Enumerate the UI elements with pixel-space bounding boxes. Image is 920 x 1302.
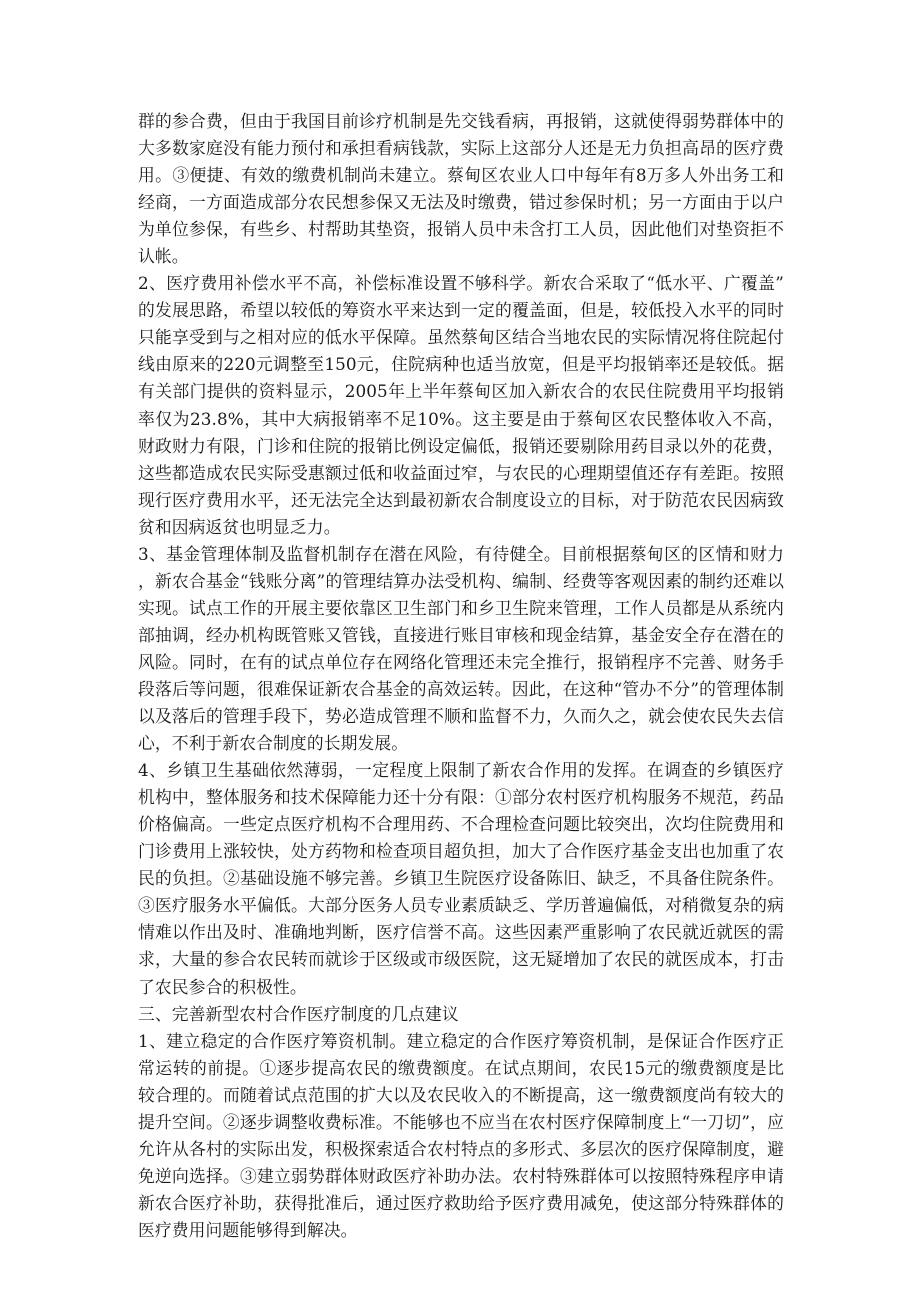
- paragraph-suggestion-1: 1、建立稳定的合作医疗筹资机制。建立稳定的合作医疗筹资机制，是保证合作医疗正常运转的前提。①逐步提高农民的缴费额度。在试点期间，农民15元的缴费额度是比较合理的。而随着试点范围的扩大以及农民收入的不断提高，这一缴费额度尚有较大的提升空间。②逐步调整收费标准。不能够也不应当在农村医疗保障制度上“一刀切”，应允许从各村的实际出发，积极探索适合农村特点的多形式、多层次的医疗保障制度，避免逆向选择。③建立弱势群体财政医疗补助办法。农村特殊群体可以按照特殊程序申请新农合医疗补助，获得批准后，通过医疗救助给予医疗费用减免，使这部分特殊群体的医疗费用问题能够得到解决。: [138, 1030, 784, 1240]
- paragraph-point-2: 2、医疗费用补偿水平不高，补偿标准设置不够科学。新农合采取了“低水平、广覆盖”的发展思路，希望以较低的筹资水平来达到一定的覆盖面，但是，较低投入水平的同时只能享受到与之相对应的低水平保障。虽然蔡甸区结合当地农民的实际情况将住院起付线由原来的220元调整至150元，住院病种也适当放宽，但是平均报销率还是较低。据有关部门提供的资料显示，2005年上半年蔡甸区加入新农合的农民住院费用平均报销率仅为23.8%，其中大病报销率不足10%。这主要是由于蔡甸区农民整体收入不高，财政财力有限，门诊和住院的报销比例设定偏低，报销还要剔除用药目录以外的花费，这些都造成农民实际受惠额过低和收益面过窄，与农民的心理期望值还存有差距。按照现行医疗费用水平，还无法完全达到最初新农合制度设立的目标，对于防范农民因病致贫和因病返贫也明显乏力。: [138, 273, 784, 537]
- section-heading-3: 三、完善新型农村合作医疗制度的几点建议: [138, 1003, 459, 1024]
- paragraph-point-3: 3、基金管理体制及监督机制存在潜在风险，有待健全。目前根据蔡甸区的区情和财力，新农合基金“钱账分离”的管理结算办法受机构、编制、经费等客观因素的制约还难以实现。试点工作的开展主要依靠区卫生部门和乡卫生院来管理，工作人员都是从系统内部抽调，经办机构既管账又管钱，直接进行账目审核和现金结算，基金安全存在潜在的风险。同时，在有的试点单位存在网络化管理还未完全推行，报销程序不完善、财务手段落后等问题，很难保证新农合基金的高效运转。因此，在这种“管办不分”的管理体制以及落后的管理手段下，势必造成管理不顺和监督不力，久而久之，就会使农民失去信心，不利于新农合制度的长期发展。: [138, 543, 784, 754]
- paragraph-continuation: 群的参合费，但由于我国目前诊疗机制是先交钱看病，再报销，这就使得弱势群体中的大多数家庭没有能力预付和承担看病钱款，实际上这部分人还是无力负担高昂的医疗费用。③便捷、有效的缴费机制尚未建立。蔡甸区农业人口中每年有8万多人外出务工和经商，一方面造成部分农民想参保又无法及时缴费，错过参保时机；另一方面由于以户为单位参保，有些乡、村帮助其垫资，报销人员中未含打工人员，因此他们对垫资拒不认帐。: [138, 111, 784, 267]
- paragraph-point-4: 4、乡镇卫生基础依然薄弱，一定程度上限制了新农合作用的发挥。在调查的乡镇医疗机构中，整体服务和技术保障能力还十分有限：①部分农村医疗机构服务不规范，药品价格偏高。一些定点医疗机构不合理用药、不合理检查问题比较突出，次均住院费用和门诊费用上涨较快，处方药物和检查项目超负担，加大了合作医疗基金支出也加重了农民的负担。②基础设施不够完善。乡镇卫生院医疗设备陈旧、缺乏，不具备住院条件。③医疗服务水平偏低。大部分医务人员专业素质缺乏、学历普遍偏低，对稍微复杂的病情难以作出及时、准确地判断，医疗信誉不高。这些因素严重影响了农民就近就医的需求，大量的参合农民转而就诊于区级或市级医院，这无疑增加了农民的就医成本，打击了农民参合的积极性。: [138, 760, 784, 997]
- document-body: [138, 108, 784, 1244]
